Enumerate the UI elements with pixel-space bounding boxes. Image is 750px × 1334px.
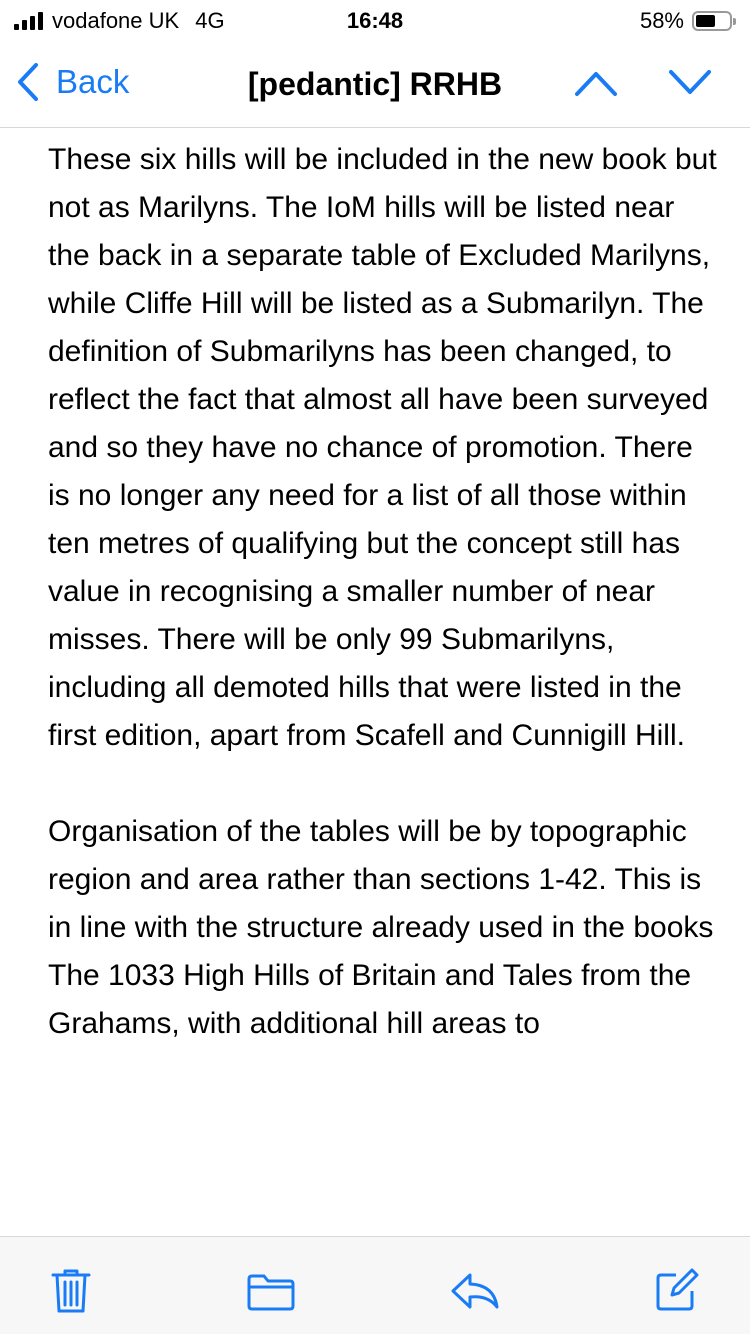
status-right <box>640 8 732 34</box>
previous-message-button[interactable] <box>574 68 618 103</box>
battery-percent: 58% <box>639 8 684 33</box>
message-paragraph: These six hills will be included in the new book but not as Marilyns. The IoM hills will be listed near the back in a separate table of Excluded Marilyns, while Cliffe Hill will be listed as a Submarilyn. The definition of Submarilyns has been changed, to reflect the fact that almost all have been surveyed and so they have no chance of promotion. There is no longer any need for a list of all those within ten metres of qualifying but the concept still has value in recognising a smaller number of near misses. There will be only 99 Submarilyns, including all demoted hills that were listed in the first edition, apart from Scafell and Cunnigill Hill. <box>48 143 717 752</box>
trash-icon <box>50 1267 92 1315</box>
battery-icon <box>692 11 732 31</box>
trash-button[interactable] <box>50 1267 92 1320</box>
status-time: 16:48 <box>346 8 404 33</box>
status-bar <box>0 0 750 40</box>
next-message-button[interactable] <box>668 68 712 103</box>
message-body <box>48 136 718 1236</box>
reply-icon <box>450 1271 500 1311</box>
back-label: Back <box>56 63 130 100</box>
network-type: 4G <box>195 8 225 33</box>
page-title: [pedantic] RRHB <box>247 66 503 102</box>
battery-fill <box>696 15 715 27</box>
chevron-down-icon <box>668 68 712 98</box>
message-paragraph: Organisation of the tables will be by topographic region and area rather than sections 1-42. This is in line with the structure already used in the books The 1033 High Hills of Britain and Tales from the Grahams, with additional hill areas to <box>48 815 714 1040</box>
bottom-toolbar <box>0 1236 750 1334</box>
compose-button[interactable] <box>654 1267 700 1318</box>
nav-bar <box>0 40 750 128</box>
carrier-name: vodafone UK <box>52 8 180 33</box>
reply-button[interactable] <box>450 1271 500 1316</box>
compose-icon <box>654 1267 700 1313</box>
folder-icon <box>246 1273 296 1311</box>
move-to-folder-button[interactable] <box>246 1273 296 1316</box>
battery-tip <box>733 18 736 25</box>
chevron-up-icon <box>574 68 618 98</box>
